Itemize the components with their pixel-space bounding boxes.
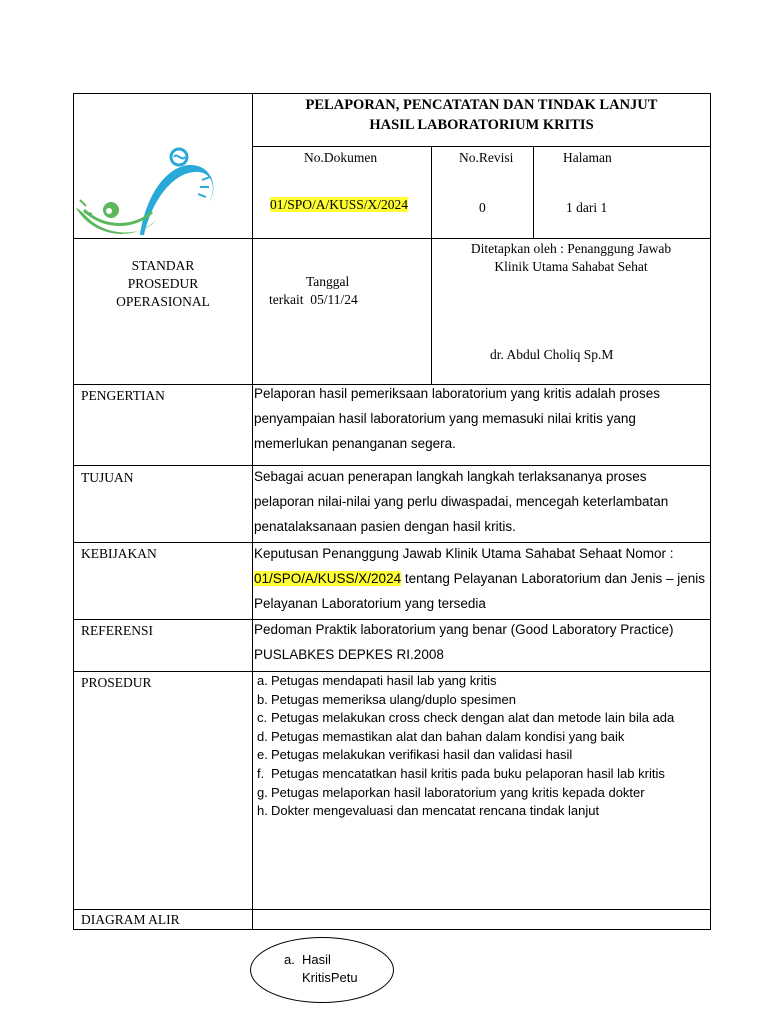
kebijakan-number: 01/SPO/A/KUSS/X/2024 — [254, 571, 402, 586]
ditetapkan-block — [432, 240, 710, 276]
sop-label — [74, 257, 252, 311]
list-item — [257, 728, 707, 747]
flow-start-line2: KritisPetu — [302, 970, 358, 985]
referensi-label: REFERENSI — [81, 623, 154, 638]
no-revisi-value: 0 — [479, 200, 486, 215]
kebijakan-post: tentang Pelayanan Laboratorium dan Jenis – jenis Pelayanan Laboratorium yang tersedia — [254, 571, 706, 611]
no-revisi-label: No.Revisi — [459, 150, 514, 165]
list-item-text: Petugas memeriksa ulang/duplo spesimen — [271, 691, 516, 707]
ditetapkan-line2: Klinik Utama Sahabat Sehat — [494, 259, 648, 274]
document-title — [253, 95, 710, 135]
list-item — [257, 691, 707, 710]
no-dokumen-label: No.Dokumen — [304, 150, 378, 165]
list-item — [257, 784, 707, 803]
flow-start-line1: Hasil — [302, 952, 331, 967]
sop-label-line3: OPERASIONAL — [116, 294, 210, 309]
prosedur-list — [257, 672, 707, 821]
signer-name: dr. Abdul Choliq Sp.M — [490, 347, 614, 362]
list-item-marker: a. — [257, 673, 268, 688]
row-divider-prosedur — [73, 909, 711, 910]
tanggal-block — [253, 273, 431, 309]
tujuan-label: TUJUAN — [81, 470, 134, 485]
list-item-text: Petugas melakukan cross check dengan alat dan metode lain bila ada — [271, 710, 675, 726]
list-item-marker: h. — [257, 803, 268, 819]
pengertian-text: Pelaporan hasil pemeriksaan laboratorium yang kritis adalah proses penyampaian hasil laboratorium yang memasuki nilai kritis yang memerlukan penanganan segera. — [254, 386, 660, 451]
clinic-logo — [74, 140, 252, 240]
table-border-right — [710, 93, 711, 930]
sop-label-line1: STANDAR — [131, 258, 195, 273]
clinic-logo-icon — [74, 140, 252, 240]
kebijakan-text — [254, 541, 709, 616]
halaman-label: Halaman — [563, 150, 612, 165]
halaman-value: 1 dari 1 — [566, 200, 608, 215]
list-item — [257, 802, 707, 821]
list-item-marker: f. — [257, 765, 265, 781]
document-title-line1: PELAPORAN, PENCATATAN DAN TINDAK LANJUT — [305, 97, 658, 113]
list-item-marker: g. — [257, 784, 268, 800]
pengertian-label: PENGERTIAN — [81, 388, 165, 403]
tujuan-text: Sebagai acuan penerapan langkah langkah terlaksananya proses pelaporan nilai-nilai yang perlu diwaspadai, mencegah keterlambatan penatalaksanaan pasien dengan hasil kritis. — [254, 469, 669, 534]
header-title-divider — [252, 146, 711, 147]
list-item-marker: d. — [257, 728, 268, 744]
tanggal-value: terkait 05/11/24 — [269, 292, 358, 307]
kebijakan-pre: Keputusan Penanggung Jawab Klinik Utama Sahabat Sehaat Nomor : — [254, 546, 674, 561]
referensi-line1: Pedoman Praktik laboratorium yang benar (Good Laboratory Practice) — [254, 622, 674, 637]
list-item-text: Petugas melaporkan hasil laboratorium yang kritis kepada dokter — [271, 784, 645, 800]
prosedur-label: PROSEDUR — [81, 675, 152, 690]
header-col-divider-2 — [533, 146, 534, 238]
list-item — [257, 709, 707, 728]
sop-label-line2: PROSEDUR — [127, 276, 199, 291]
list-item-text: Dokter mengevaluasi dan mencatat rencana tindak lanjut — [271, 803, 600, 819]
tanggal-label: Tanggal — [306, 274, 350, 289]
list-item-text: Petugas melakukan verifikasi hasil dan validasi hasil — [271, 747, 573, 763]
list-item — [257, 672, 707, 691]
document-title-line2: HASIL LABORATORIUM KRITIS — [369, 117, 594, 133]
referensi-text — [254, 617, 709, 667]
table-border-top — [73, 93, 711, 94]
flow-start-marker: a. — [284, 952, 295, 967]
list-item-text: Petugas memastikan alat dan bahan dalam kondisi yang baik — [271, 728, 625, 744]
list-item — [257, 746, 707, 765]
ditetapkan-line1: Ditetapkan oleh : Penanggung Jawab — [470, 241, 672, 256]
no-dokumen-highlight: 01/SPO/A/KUSS/X/2024 — [270, 197, 409, 212]
flow-start-text — [284, 951, 358, 987]
list-item-marker: c. — [257, 710, 268, 726]
table-border-bottom — [73, 929, 711, 930]
col-divider — [252, 93, 253, 930]
list-item-marker: b. — [257, 691, 268, 707]
diagram-label: DIAGRAM ALIR — [81, 912, 180, 927]
no-dokumen-value — [270, 196, 408, 214]
list-item-text: Petugas mendapati hasil lab yang kritis — [271, 673, 497, 688]
list-item-text: Petugas mencatatkan hasil kritis pada buku pelaporan hasil lab kritis — [271, 765, 665, 781]
referensi-line2: PUSLABKES DEPKES RI.2008 — [254, 647, 444, 662]
list-item — [257, 765, 707, 784]
list-item-marker: e. — [257, 747, 268, 763]
kebijakan-label: KEBIJAKAN — [81, 546, 157, 561]
